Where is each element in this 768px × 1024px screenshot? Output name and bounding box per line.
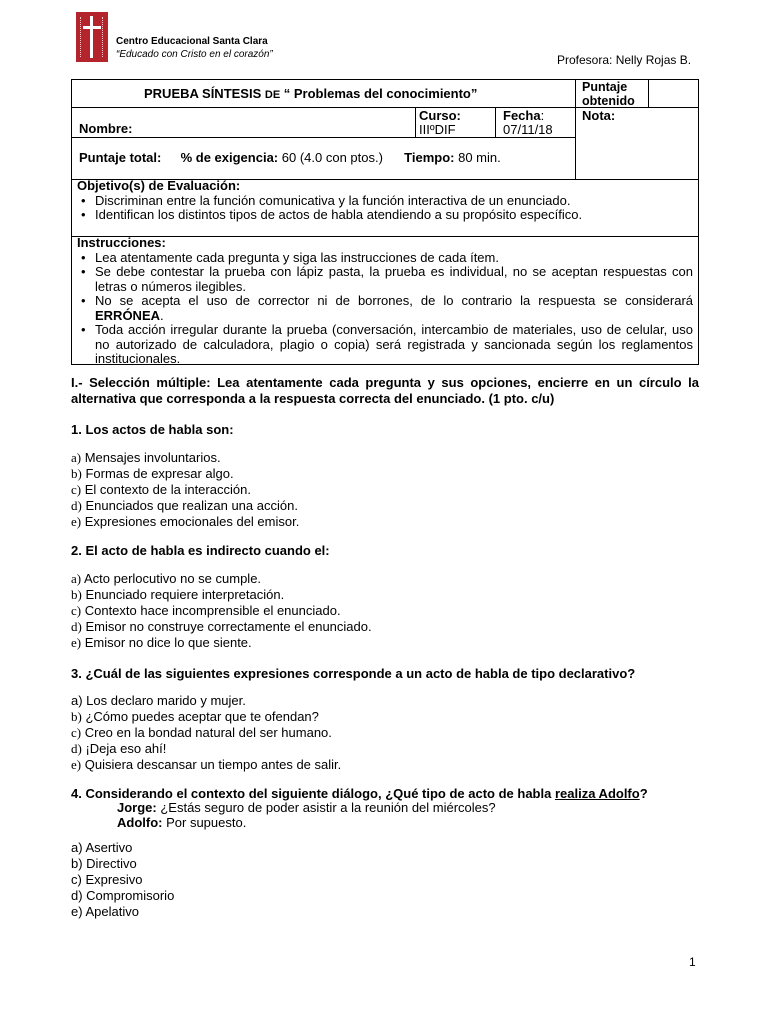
border-h-title — [72, 107, 575, 108]
date-value: 07/11/18 — [503, 122, 553, 137]
school-motto: “Educado con Cristo en el corazón” — [116, 49, 273, 60]
option-d[interactable] — [71, 498, 299, 514]
date-colon: : — [540, 108, 545, 123]
instruction-3-erronea: ERRÓNEA — [95, 307, 161, 323]
test-title — [144, 86, 477, 101]
logo-cross-horizontal — [83, 26, 101, 29]
option-letter: d) — [71, 741, 82, 756]
time-label: Tiempo: — [404, 150, 455, 165]
option-e[interactable] — [71, 635, 372, 651]
question-3-options — [71, 693, 341, 773]
instruction-3-text: No se acepta el uso de corrector ni de borrones, de lo contrario la respuesta se considerará — [95, 293, 693, 308]
option-b[interactable] — [71, 466, 299, 482]
dialogue-line-1 — [117, 800, 747, 815]
question-4-options — [71, 840, 174, 920]
objectives-list — [77, 194, 693, 223]
question-4-mark: ? — [639, 786, 648, 801]
test-header-table — [71, 79, 699, 365]
title-part-a: PRUEBA SÍNTESIS — [144, 86, 265, 101]
question-1-options — [71, 450, 299, 530]
speaker-jorge: Jorge: — [117, 800, 157, 815]
border-v-course — [415, 107, 416, 137]
option-e[interactable]: e) Apelativo — [71, 904, 139, 919]
option-text: Acto perlocutivo no se cumple. — [81, 571, 262, 586]
option-letter: a) — [71, 693, 83, 708]
score-line — [79, 150, 501, 165]
option-text: Enunciados que realizan una acción. — [81, 498, 298, 513]
option-letter: b) — [71, 466, 82, 481]
option-text: Expresiones emocionales del emisor. — [81, 514, 300, 529]
speaker-adolfo: Adolfo: — [117, 815, 163, 830]
dialogue-line-2 — [117, 815, 747, 830]
question-2: 2. El acto de habla es indirecto cuando el: — [71, 543, 330, 558]
option-text: Emisor no dice lo que siente. — [81, 635, 252, 650]
page-number: 1 — [689, 955, 696, 969]
section-1-intro: I.- Selección múltiple: Lea atentamente cada pregunta y sus opciones, encierre en un círculo la alternativa que corresponda a la respuesta correcta del enunciado. (1 pto. c/u) — [71, 375, 699, 406]
title-part-c: “ Problemas del conocimiento” — [280, 86, 478, 101]
question-2-options — [71, 571, 372, 651]
option-d[interactable] — [71, 619, 372, 635]
objective-item: • Discriminan entre la función comunicativa y la función interactiva de un enunciado. — [77, 194, 693, 209]
instruction-item: • Toda acción irregular durante la prueba (conversación, intercambio de materiales, uso de celular, uso no autorizado de calculadora, plagio o copia) será registrada y sancionada según los reglamentos institucionales. — [77, 323, 693, 367]
score-obtained-label: Puntaje obtenido — [582, 80, 635, 108]
instruction-item: • Se debe contestar la prueba con lápiz pasta, la prueba es individual, no se aceptan respuestas con letras o números ilegibles. — [77, 265, 693, 294]
option-a[interactable] — [71, 571, 372, 587]
question-1: 1. Los actos de habla son: — [71, 422, 234, 437]
option-letter: a) — [71, 571, 82, 586]
option-text: ¿Cómo puedes aceptar que te ofendan? — [81, 709, 319, 724]
option-b[interactable] — [71, 587, 372, 603]
option-letter: c) — [71, 725, 82, 740]
objective-item: • Identifican los distintos tipos de actos de habla atendiendo a su propósito específico. — [77, 208, 693, 223]
title-part-b: DE — [264, 89, 281, 101]
instruction-item — [77, 294, 693, 323]
option-letter: e) — [71, 635, 82, 650]
option-text: Los declaro marido y mujer. — [82, 693, 246, 708]
total-score-label: Puntaje total: — [79, 150, 162, 165]
instructions-list — [77, 251, 693, 367]
option-c[interactable] — [71, 603, 372, 619]
instructions-block — [77, 236, 693, 367]
instructions-title: Instrucciones: — [77, 235, 166, 250]
option-letter: b) — [71, 587, 82, 602]
school-name: Centro Educacional Santa Clara — [116, 36, 268, 47]
question-3: 3. ¿Cuál de las siguientes expresiones corresponde a un acto de habla de tipo declarativo? — [71, 666, 636, 681]
course-value: IIIºDIF — [419, 122, 456, 137]
option-text: Mensajes involuntarios. — [81, 450, 221, 465]
option-letter: b) — [71, 709, 82, 724]
instruction-item: • Lea atentamente cada pregunta y siga las instrucciones de cada ítem. — [77, 251, 693, 266]
option-text: Enunciado requiere interpretación. — [81, 587, 285, 602]
option-b[interactable] — [71, 709, 341, 725]
objectives-title: Objetivo(s) de Evaluación: — [77, 178, 241, 193]
option-letter: d) — [71, 498, 82, 513]
name-label: Nombre: — [79, 121, 133, 136]
option-c[interactable] — [71, 482, 299, 498]
option-letter: c) — [71, 603, 82, 618]
option-b[interactable]: b) Directivo — [71, 856, 137, 871]
option-text: ¡Deja eso ahí! — [81, 741, 167, 756]
option-d[interactable] — [71, 741, 341, 757]
option-text: Formas de expresar algo. — [81, 466, 234, 481]
school-logo — [76, 12, 108, 62]
objectives-block — [77, 179, 693, 223]
option-c[interactable] — [71, 725, 341, 741]
option-e[interactable] — [71, 757, 341, 773]
border-h-name — [72, 137, 575, 138]
option-text: Emisor no construye correctamente el enunciado. — [81, 619, 372, 634]
border-v-score — [575, 80, 576, 179]
option-a[interactable]: a) Asertivo — [71, 840, 133, 855]
option-letter: d) — [71, 619, 82, 634]
instruction-3-period: . — [160, 307, 164, 323]
demand-label: % de exigencia: — [180, 150, 279, 165]
option-text: El contexto de la interacción. — [81, 482, 251, 497]
option-d[interactable]: d) Compromisorio — [71, 888, 175, 903]
time-value: 80 min. — [454, 150, 501, 165]
course-label: Curso: — [419, 108, 461, 123]
question-4-text: 4. Considerando el contexto del siguiente diálogo, ¿Qué tipo de acto de habla — [71, 786, 555, 801]
option-text: Contexto hace incomprensible el enunciado. — [81, 603, 341, 618]
grade-label: Nota: — [582, 108, 616, 123]
teacher-name: Profesora: Nelly Rojas B. — [557, 53, 692, 67]
demand-value: 60 (4.0 con ptos.) — [278, 150, 383, 165]
border-v-date — [495, 107, 496, 137]
option-c[interactable]: c) Expresivo — [71, 872, 143, 887]
question-4 — [71, 786, 648, 801]
option-letter: c) — [71, 482, 82, 497]
option-e[interactable] — [71, 514, 299, 530]
option-letter: a) — [71, 450, 82, 465]
date-label: Fecha — [503, 108, 541, 123]
logo-strip-right — [102, 17, 104, 57]
logo-strip-left — [80, 17, 82, 57]
logo-cross-vertical — [90, 16, 93, 58]
dialogue-text-2: Por supuesto. — [162, 815, 247, 830]
option-text: Quisiera descansar un tiempo antes de salir. — [81, 757, 342, 772]
date-label-wrap — [503, 108, 544, 123]
option-letter: e) — [71, 514, 82, 529]
dialogue-text-1: ¿Estás seguro de poder asistir a la reunión del miércoles? — [156, 800, 496, 815]
question-4-underlined: realiza Adolfo — [554, 786, 640, 801]
option-a[interactable] — [71, 450, 299, 466]
option-a[interactable] — [71, 693, 341, 709]
option-text: Creo en la bondad natural del ser humano. — [81, 725, 332, 740]
option-letter: e) — [71, 757, 82, 772]
